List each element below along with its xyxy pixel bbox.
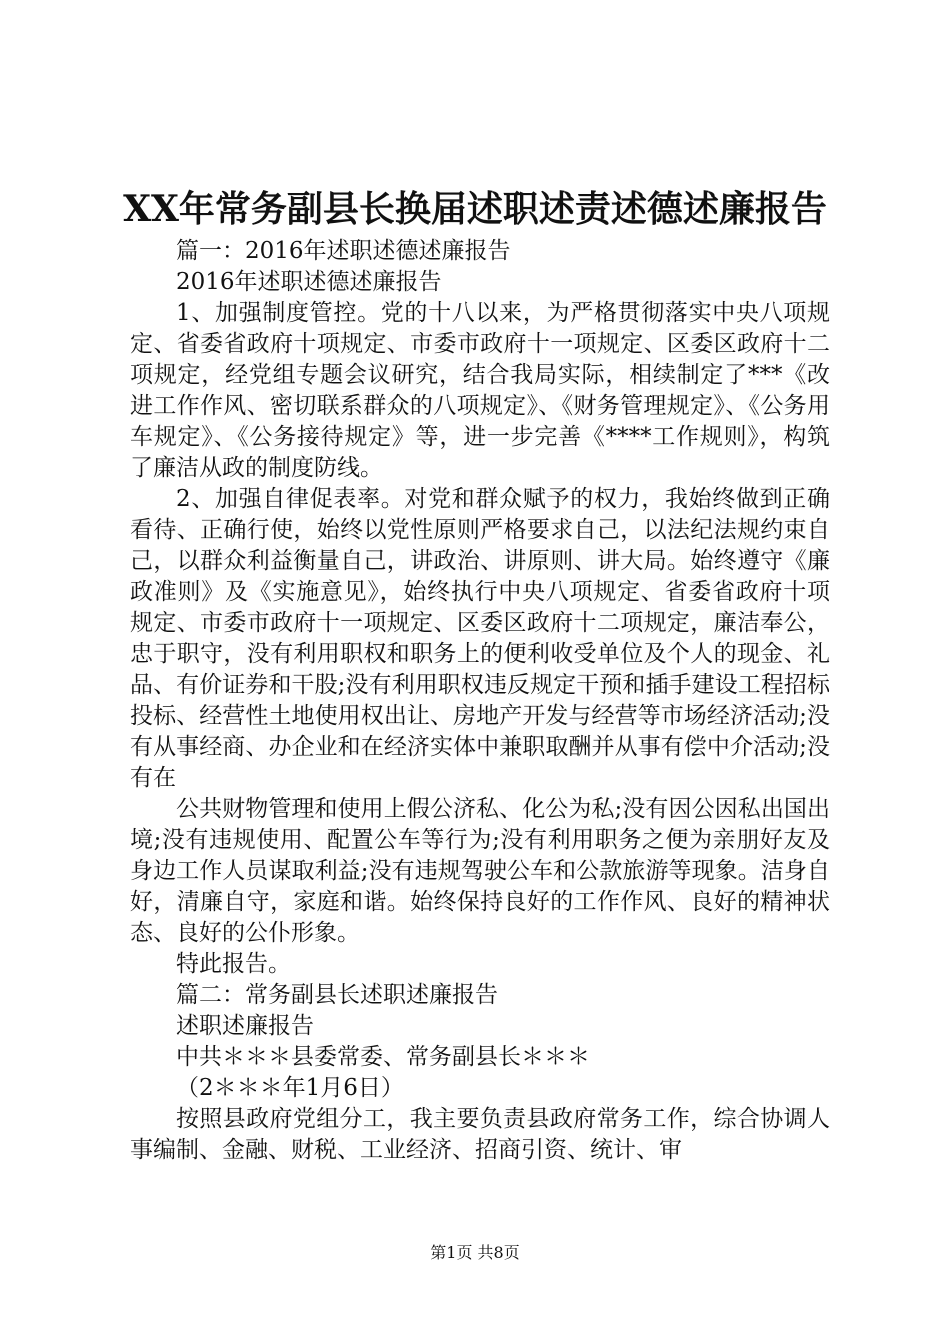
- page-number-footer: 第1页 共8页: [430, 1243, 520, 1262]
- document-title: XX年常务副县长换届述职述责述德述廉报告: [123, 188, 827, 230]
- paragraph-item-2: 2、加强自律促表率。对党和群众赋予的权力，我始终做到正确看待、正确行使，始终以党性原则严格要求自己，以法纪法规约束自己，以群众利益衡量自己，讲政治、讲原则、讲大局。始终遵守《廉政准则》及《实施意见》，始终执行中央八项规定、省委省政府十项规定、市委市政府十一项规定、区委区政府十二项规定，廉洁奉公，忠于职守，没有利用职权和职务上的便利收受单位及个人的现金、礼品、有价证券和干股;没有利用职权违反规定干预和插手建设工程招标投标、经营性土地使用权出让、房地产开发与经营等市场经济活动;没有从事经商、办企业和在经济实体中兼职取酬并从事有偿中介活动;没有在: [130, 486, 830, 791]
- paragraph-author: 中共＊＊＊县委常委、常务副县长＊＊＊: [176, 1044, 590, 1070]
- paragraph-report-title-1: 2016年述职述德述廉报告: [176, 269, 442, 295]
- document-body: [130, 236, 830, 1166]
- paragraph-date: （2＊＊＊年1月6日）: [176, 1075, 404, 1101]
- paragraph-item-2-continued: 公共财物管理和使用上假公济私、化公为私;没有因公因私出国出境;没有违规使用、配置公车等行为;没有利用职务之便为亲朋好友及身边工作人员谋取利益;没有违规驾驶公车和公款旅游等现象。洁身自好，清廉自守，家庭和谐。始终保持良好的工作作风、良好的精神状态、良好的公仆形象。: [130, 796, 830, 946]
- paragraph-item-1: 1、加强制度管控。党的十八以来，为严格贯彻落实中央八项规定、省委省政府十项规定、市委市政府十一项规定、区委区政府十二项规定，经党组专题会议研究，结合我局实际，相续制定了***《改进工作作风、密切联系群众的八项规定》、《财务管理规定》、《公务用车规定》、《公务接待规定》等，进一步完善《****工作规则》，构筑了廉洁从政的制度防线。: [130, 300, 830, 481]
- paragraph-section-heading-2: 篇二：常务副县长述职述廉报告: [176, 982, 498, 1008]
- paragraph-duties: 按照县政府党组分工，我主要负责县政府常务工作，综合协调人事编制、金融、财税、工业经济、招商引资、统计、审: [130, 1106, 830, 1163]
- paragraph-closing: 特此报告。: [176, 951, 291, 977]
- paragraph-report-title-2: 述职述廉报告: [176, 1013, 314, 1039]
- paragraph-section-heading-1: 篇一：2016年述职述德述廉报告: [176, 238, 511, 264]
